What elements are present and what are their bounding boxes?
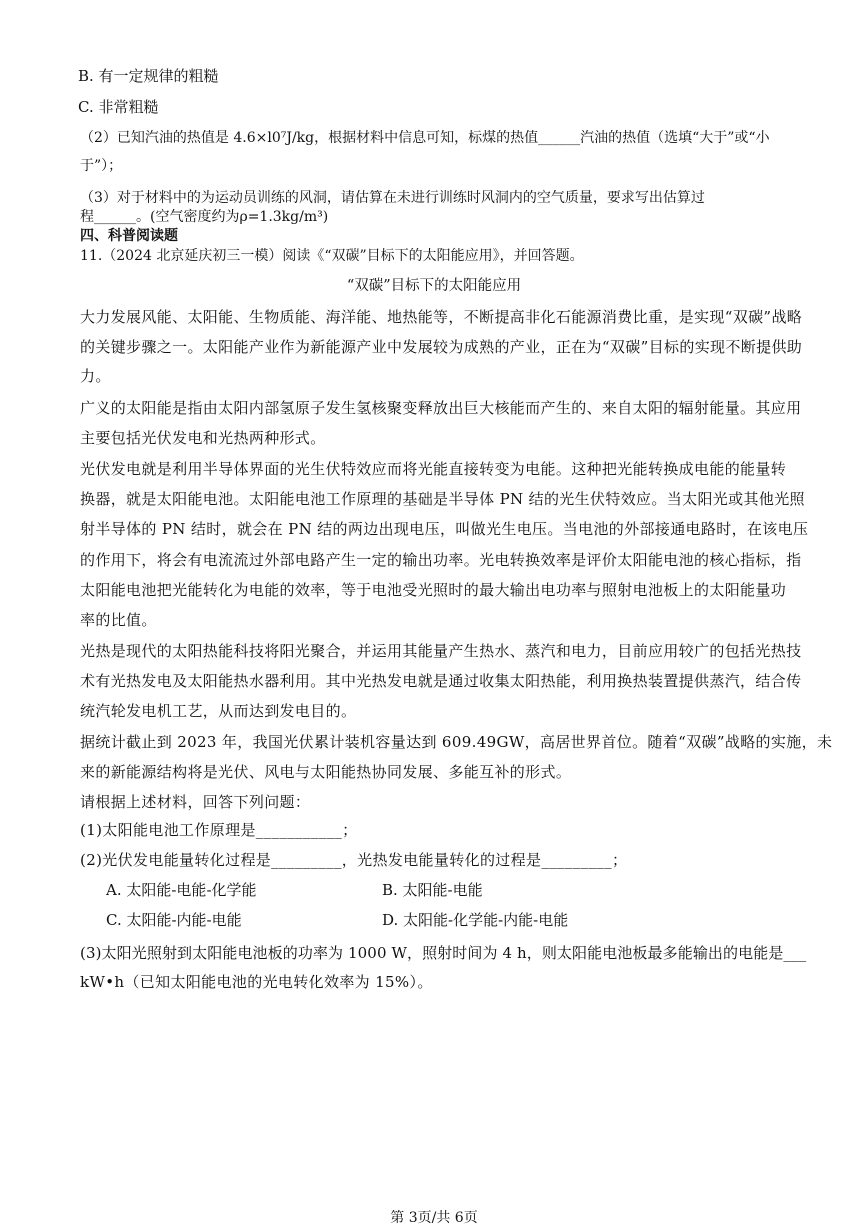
article-line: 的作用下，将会有电流流过外部电路产生一定的输出功率。光电转换效率是评价太阳能电池的核心指标，指 xyxy=(80,551,802,569)
article-line: 换器，就是太阳能电池。太阳能电池工作原理的基础是半导体 PN 结的光生伏特效应。当太阳光或其他光照 xyxy=(80,490,805,508)
choice-d: D. 太阳能-化学能-内能-电能 xyxy=(382,911,569,929)
option-c: C. 非常粗糙 xyxy=(78,98,159,116)
article-line: 的关键步骤之一。太阳能产业作为新能源产业中发展较为成熟的产业，正在为“双碳”目标的实现不断提供助 xyxy=(80,338,803,356)
q2-line-1: （2）已知汽油的热值是 4.6×l0⁷J/kg，根据材料中信息可知，标煤的热值______汽油的热值（选填“大于”或“小 xyxy=(80,130,770,146)
q3-line-2: 程______。(空气密度约为ρ=1.3kg/m³) xyxy=(80,209,329,225)
article-line: 主要包括光伏发电和光热两种形式。 xyxy=(80,429,326,447)
article-line: 来的新能源结构将是光伏、风电与太阳能热协同发展、多能互补的形式。 xyxy=(80,763,572,781)
article-line: 据统计截止到 2023 年，我国光伏累计装机容量达到 609.49GW，高居世界首位。随着“双碳”战略的实施，未 xyxy=(80,733,833,751)
article-line: 力。 xyxy=(80,367,111,385)
article-title: “双碳”目标下的太阳能应用 xyxy=(346,278,522,294)
question-11-header: 11.（2024 北京延庆初三一模）阅读《“双碳”目标下的太阳能应用》，并回答题。 xyxy=(80,248,584,264)
section-heading: 四、科普阅读题 xyxy=(80,228,178,244)
page-footer: 第 3页/共 6页 xyxy=(390,1210,478,1226)
article-line: 大力发展风能、太阳能、生物质能、海洋能、地热能等，不断提高非化石能源消费比重，是实现“双碳”战略 xyxy=(80,308,803,326)
article-line: 术有光热发电及太阳能热水器利用。其中光热发电就是通过收集太阳热能，利用换热装置提供蒸汽，结合传 xyxy=(80,672,802,690)
article-line: 射半导体的 PN 结时，就会在 PN 结的两边出现电压，叫做光生电压。当电池的外部接通电路时，在该电压 xyxy=(80,520,809,538)
article-line: 光热是现代的太阳热能科技将阳光聚合，并运用其能量产生热水、蒸汽和电力，目前应用较广的包括光热技 xyxy=(80,642,802,660)
article-line: 光伏发电就是利用半导体界面的光生伏特效应而将光能直接转变为电能。这种把光能转换成电能的能量转 xyxy=(80,460,787,478)
article-line: 统汽轮发电机工艺，从而达到发电目的。 xyxy=(80,702,357,720)
choice-a: A. 太阳能-电能-化学能 xyxy=(106,881,257,899)
choice-c: C. 太阳能-内能-电能 xyxy=(106,911,242,929)
option-b: B. 有一定规律的粗糙 xyxy=(78,67,219,85)
article-line: 太阳能电池把光能转化为电能的效率，等于电池受光照时的最大输出电功率与照射电池板上的太阳能量功 xyxy=(80,581,787,599)
question-2: (2)光伏发电能量转化过程是_________，光热发电能量转化的过程是_________； xyxy=(80,851,628,869)
article-line: 率的比值。 xyxy=(80,611,157,629)
question-3-line-1: (3)太阳光照射到太阳能电池板的功率为 1000 W，照射时间为 4 h，则太阳能电池板最多能输出的电能是___ xyxy=(80,944,807,962)
q3-line-1: （3）对于材料中的为运动员训练的风洞，请估算在未进行训练时风洞内的空气质量，要求写出估算过 xyxy=(80,190,705,206)
choice-b: B. 太阳能-电能 xyxy=(382,881,483,899)
question-3-line-2: kW•h（已知太阳能电池的光电转化效率为 15%）。 xyxy=(80,973,433,991)
article-line: 广义的太阳能是指由太阳内部氢原子发生氢核聚变释放出巨大核能而产生的、来自太阳的辐射能量。其应用 xyxy=(80,399,802,417)
question-1: (1)太阳能电池工作原理是___________； xyxy=(80,821,358,839)
q2-line-2: 于”）； xyxy=(80,158,123,174)
instruction: 请根据上述材料，回答下列问题： xyxy=(80,793,311,811)
